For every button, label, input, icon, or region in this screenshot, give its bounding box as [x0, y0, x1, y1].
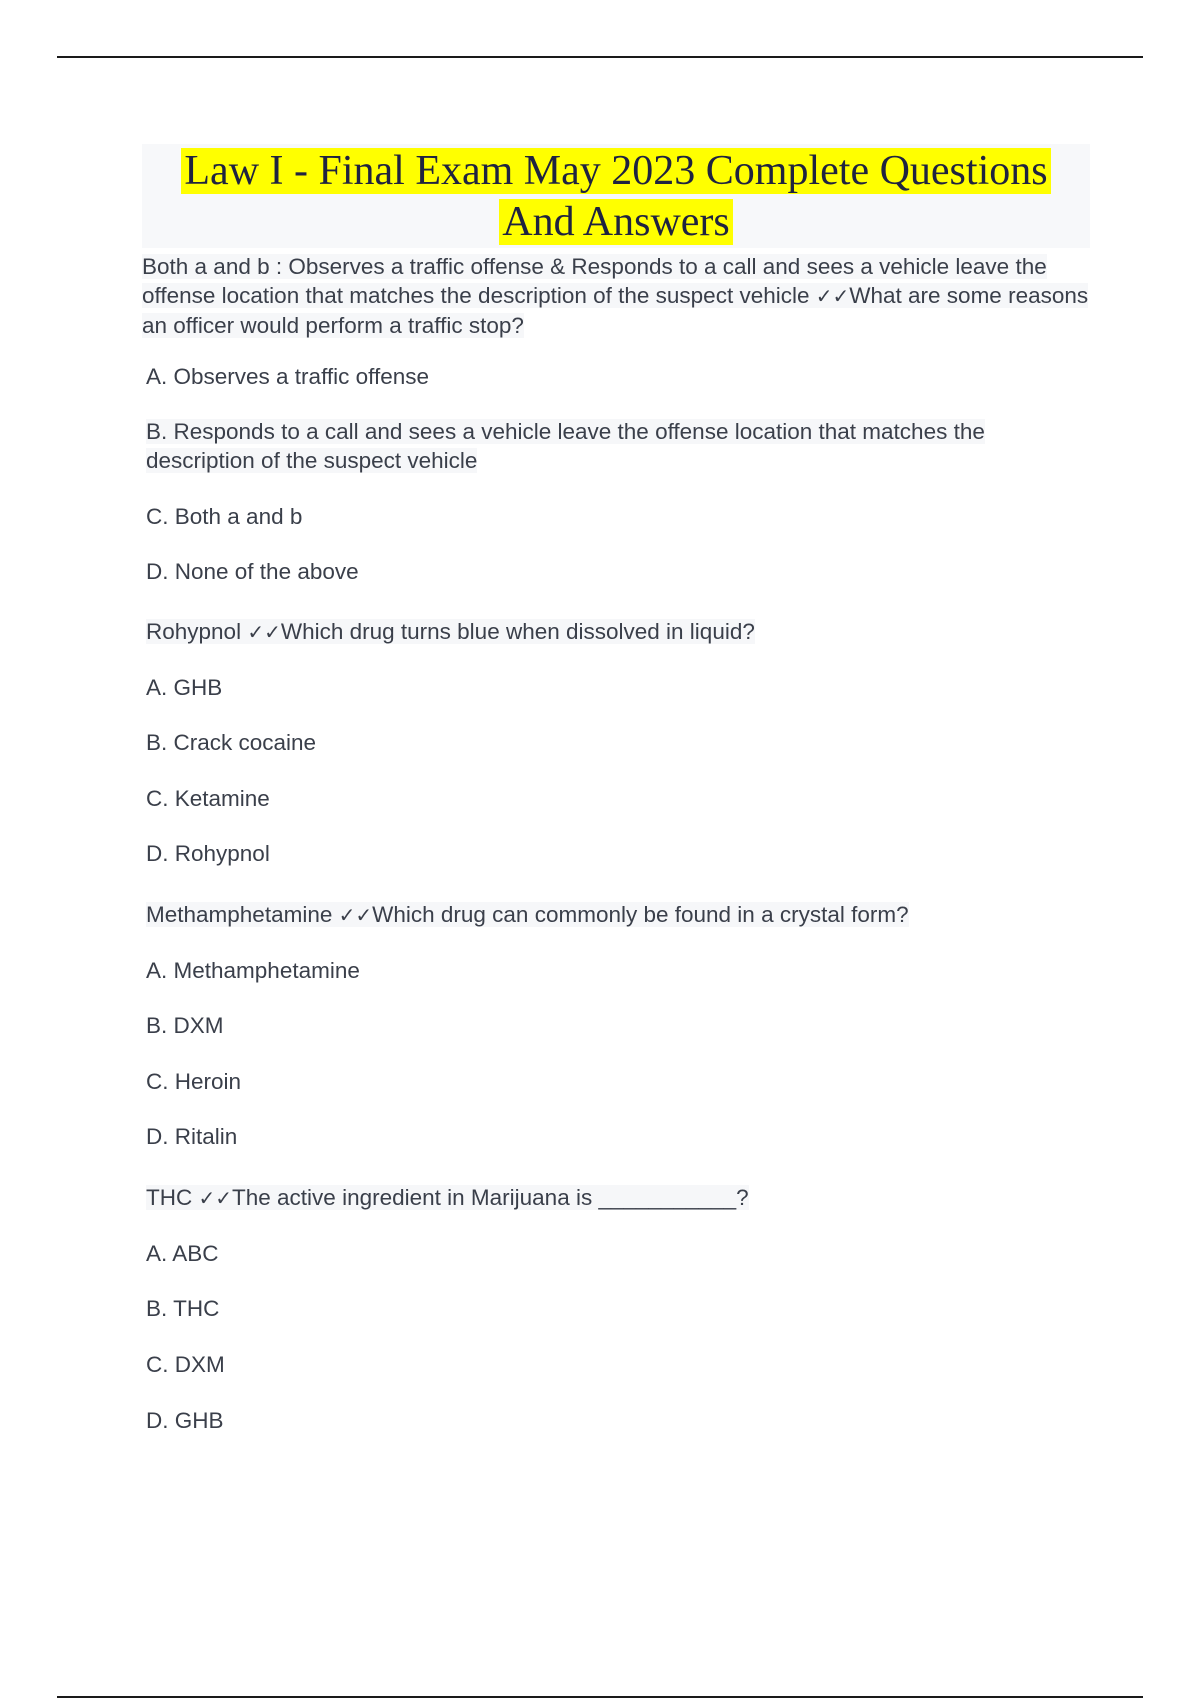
question-3-prompt: Which drug can commonly be found in a crystal form?	[372, 902, 909, 927]
q2-option-d: D. Rohypnol	[146, 841, 270, 866]
q1-option-b: B. Responds to a call and sees a vehicle leave the offense location that matches the description of the suspect vehicle	[146, 419, 985, 473]
question-4-answer: THC	[146, 1185, 199, 1210]
q3-option-d: D. Ritalin	[146, 1124, 238, 1149]
q4-option-b: B. THC	[146, 1296, 220, 1321]
question-1-prompt: What are some reasons an officer would perform a traffic stop?	[142, 283, 1089, 338]
q4-option-a: A. ABC	[146, 1241, 219, 1266]
question-3-answer: Methamphetamine	[146, 902, 339, 927]
check-icon: ✓✓	[338, 903, 373, 927]
q4-option-c: C. DXM	[146, 1352, 225, 1377]
document-body	[142, 144, 1090, 340]
title-line-2: And Answers	[499, 199, 733, 245]
q2-option-b: B. Crack cocaine	[146, 730, 317, 755]
q1-option-c: C. Both a and b	[146, 504, 303, 529]
q4-option-d: D. GHB	[146, 1408, 224, 1433]
check-icon: ✓✓	[815, 284, 850, 308]
document-title	[181, 148, 1050, 245]
q3-option-c: C. Heroin	[146, 1069, 242, 1094]
check-icon: ✓✓	[198, 1186, 233, 1210]
question-1	[142, 252, 1090, 340]
q2-option-c: C. Ketamine	[146, 786, 270, 811]
title-line-1: Law I - Final Exam May 2023 Complete Questions	[181, 148, 1050, 194]
question-3	[146, 900, 909, 930]
q1-option-a: A. Observes a traffic offense	[146, 364, 430, 389]
q3-option-a: A. Methamphetamine	[146, 958, 360, 983]
title-block	[142, 144, 1090, 248]
check-icon: ✓✓	[247, 620, 281, 644]
q3-option-b: B. DXM	[146, 1013, 224, 1038]
question-4	[146, 1183, 749, 1213]
question-2	[146, 617, 755, 647]
header-rule	[57, 56, 1143, 58]
footer-rule	[57, 1696, 1143, 1698]
question-1-answer: Both a and b : Observes a traffic offense & Responds to a call and sees a vehicle leave the offense location that matches the description of the suspect vehicle	[142, 254, 1047, 308]
question-4-prompt: The active ingredient in Marijuana is ___________?	[232, 1185, 749, 1210]
q2-option-a: A. GHB	[146, 675, 223, 700]
question-2-answer: Rohypnol	[146, 619, 248, 644]
q1-option-d: D. None of the above	[146, 559, 359, 584]
question-2-prompt: Which drug turns blue when dissolved in liquid?	[280, 619, 755, 644]
